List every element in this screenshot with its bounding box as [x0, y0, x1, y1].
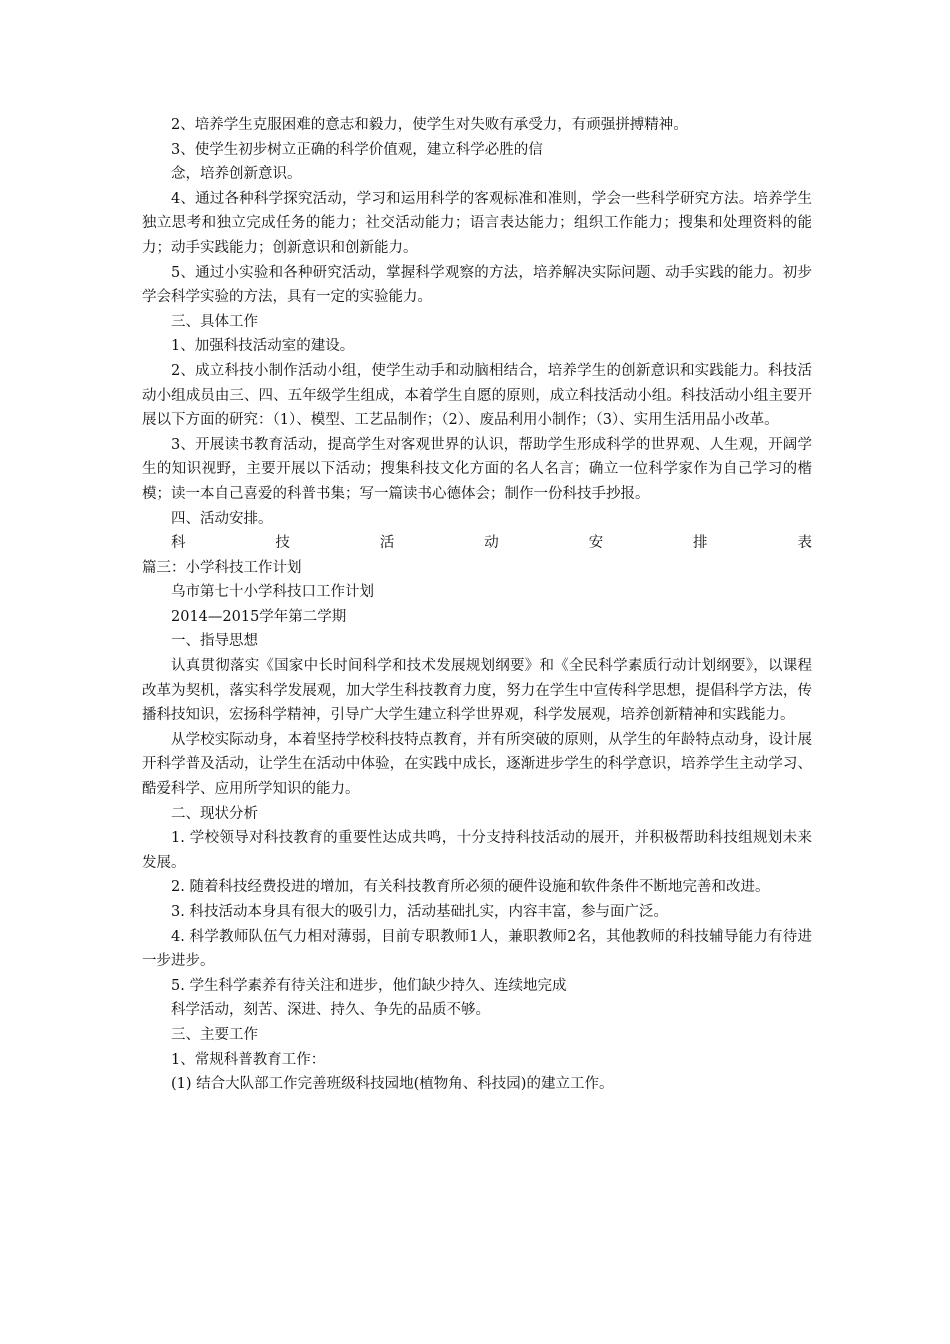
paragraph: 3. 科技活动本身具有很大的吸引力，活动基础扎实，内容丰富，参与面广泛。 — [171, 904, 668, 920]
paragraph: 1、加强科技活动室的建设。 — [171, 338, 355, 355]
document-body-part1 — [142, 113, 812, 531]
paragraph: 念，培养创新意识。 — [171, 166, 302, 183]
paragraph: 3、开展读书教育活动，提高学生对客观世界的认识，帮助学生形成科学的世界观、人生观，开阔学生的知识视野，主要开展以下活动；搜集科技文化方面的名人名言；确立一位科学家作为自己学习的楷模；读一本自己喜爱的科普书集；写一篇读书心德体会；制作一份科技手抄报。 — [142, 436, 812, 502]
paragraph: 一、指导思想 — [171, 633, 258, 650]
title-character: 动 — [484, 535, 499, 552]
paragraph: 5. 学生科学素养有待关注和进步，他们缺少持久、连续地完成 — [171, 977, 567, 994]
paragraph: 4、通过各种科学探究活动，学习和运用科学的客观标准和准则，学会一些科学研究方法。培养学生独立思考和独立完成任务的能力；社交活动能力；语言表达能力；组织工作能力；搜集和处理资料的能力；动手实践能力；创新意识和创新能力。 — [142, 190, 812, 256]
paragraph: 认真贯彻落实《国家中长时间科学和技术发展规划纲要》和《全民科学素质行动计划纲要》，以课程改革为契机，落实科学发展观，加大学生科技教育力度，努力在学生中宣传科学思想，提倡科学方法，传播科技知识，宏扬科学精神，引导广大学生建立科学世界观，科学发展观，培养创新精神和实践能力。 — [142, 658, 812, 724]
document-page — [142, 113, 812, 1097]
paragraph: 二、现状分析 — [171, 805, 258, 822]
paragraph: 4. 科学教师队伍气力相对薄弱，目前专职教师1人，兼职教师2名，其他教师的科技辅导能力有待进一步进步。 — [142, 928, 812, 970]
paragraph: 2、成立科技小制作活动小组，使学生动手和动脑相结合，培养学生的创新意识和实践能力。科技活动小组成员由三、四、五年级学生组成，本着学生自愿的原则，成立科技活动小组。科技活动小组主要开展以下方面的研究：（1）、模型、工艺品制作；（2）、废品利用小制作；（3）、实用生活用品小改革。 — [142, 362, 812, 429]
paragraph: 三、主要工作 — [171, 1026, 258, 1043]
paragraph: (1) 结合大队部工作完善班级科技园地(植物角、科技园)的建立工作。 — [171, 1076, 614, 1093]
activity-schedule-title — [142, 531, 812, 556]
paragraph: 2014—2015学年第二学期 — [171, 608, 347, 625]
paragraph: 2、培养学生克服困难的意志和毅力，使学生对失败有承受力，有顽强拼搏精神。 — [171, 117, 688, 133]
paragraph: 3、使学生初步树立正确的科学价值观，建立科学必胜的信 — [171, 141, 543, 158]
paragraph: 1. 学校领导对科技教育的重要性达成共鸣，十分支持科技活动的展开，并积极帮助科技组规划未来发展。 — [142, 830, 812, 871]
paragraph: 科学活动，刻苦、深进、持久、争先的品质不够。 — [171, 1002, 490, 1019]
title-character: 表 — [797, 535, 812, 552]
title-character: 技 — [275, 535, 290, 552]
paragraph: 5、通过小实验和各种研究活动，掌握科学观察的方法，培养解决实际问题、动手实践的能力。初步学会科学实验的方法，具有一定的实验能力。 — [142, 264, 812, 306]
paragraph: 篇三：小学科技工作计划 — [142, 559, 302, 576]
paragraph: 三、具体工作 — [171, 313, 258, 330]
paragraph: 从学校实际动身，本着坚持学校科技特点教育，并有所突破的原则，从学生的年龄特点动身，设计展开科学普及活动，让学生在活动中体验，在实践中成长，逐渐进步学生的科学意识，培养学生主动学习、酷爱科学、应用所学知识的能力。 — [142, 731, 812, 798]
paragraph: 四、活动安排。 — [171, 510, 273, 527]
document-body-part2 — [142, 556, 812, 1097]
title-character: 科 — [171, 535, 186, 552]
title-character: 活 — [379, 535, 395, 552]
paragraph: 乌市第七十小学科技口工作计划 — [171, 584, 374, 601]
paragraph: 2. 随着科技经费投进的增加，有关科技教育所必须的硬件设施和软件条件不断地完善和改进。 — [171, 879, 770, 896]
title-character: 安 — [588, 535, 604, 552]
title-character: 排 — [693, 535, 708, 552]
paragraph: 1、常规科普教育工作： — [171, 1051, 326, 1068]
